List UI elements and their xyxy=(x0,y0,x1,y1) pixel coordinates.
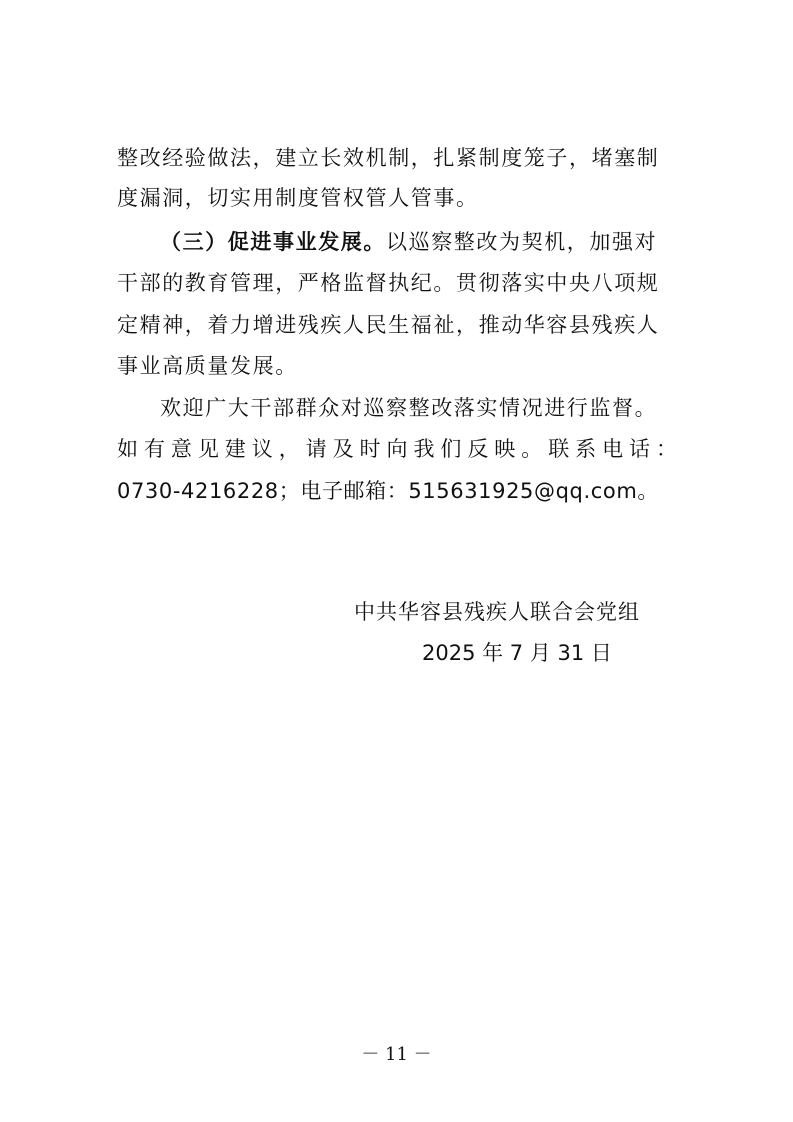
closing-line-2: 如有意见建议，请及时向我们反映。联系电话： xyxy=(117,437,677,461)
section-3-heading: （三）促进事业发展。 xyxy=(160,230,386,254)
section-3-line-4: 事业高质量发展。 xyxy=(117,354,298,378)
section-3-text: 以巡察整改为契机，加强对 xyxy=(386,230,658,254)
page-number: － 11 － xyxy=(361,1044,432,1065)
closing-line-1: 欢迎广大干部群众对巡察整改落实情况进行监督。 xyxy=(160,396,658,420)
contact-line: 0730-4216228；电子邮箱：515631925@qq.com。 xyxy=(117,479,659,503)
section-3-line-1 xyxy=(160,227,677,257)
section-3-line-3: 定精神，着力增进残疾人民生福祉，推动华容县残疾人 xyxy=(117,313,660,337)
signature-date: 2025 年 7 月 31 日 xyxy=(422,641,612,665)
paragraph-line-1: 整改经验做法，建立长效机制，扎紧制度笼子，堵塞制 xyxy=(117,146,660,170)
section-3-line-2: 干部的教育管理，严格监督执纪。贯彻落实中央八项规 xyxy=(117,271,660,295)
signature-org: 中共华容县残疾人联合会党组 xyxy=(354,600,640,624)
paragraph-line-2: 度漏洞，切实用制度管权管人管事。 xyxy=(117,186,479,210)
